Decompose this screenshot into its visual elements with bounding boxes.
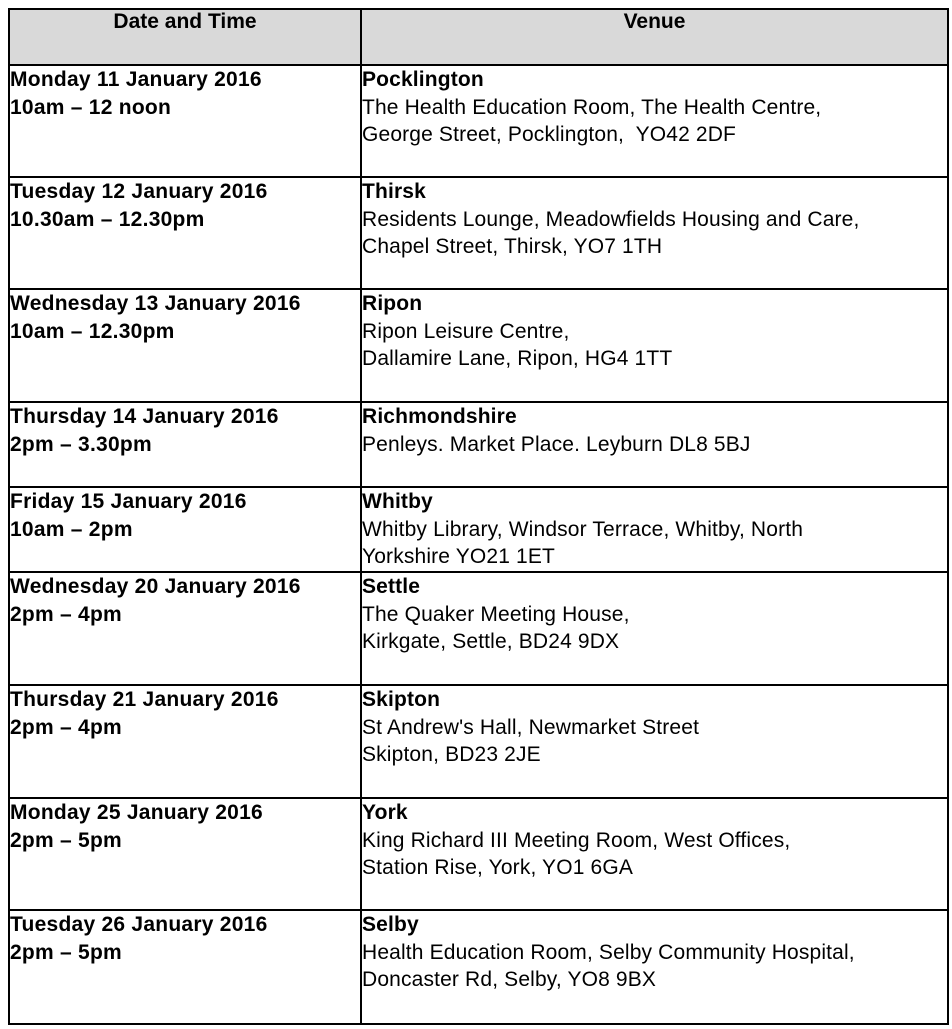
venue-address-line: Doncaster Rd, Selby, YO8 9BX (362, 968, 657, 991)
schedule-table (8, 8, 949, 1025)
venue-cell (361, 65, 948, 177)
date-time-cell (9, 177, 361, 289)
venue-address-line: King Richard III Meeting Room, West Offices, (362, 828, 791, 852)
venue-address-line: The Quaker Meeting House, (362, 602, 630, 626)
session-date: Thursday 21 January 2016 (10, 688, 279, 711)
venue-name: Thirsk (362, 180, 426, 203)
session-date: Wednesday 20 January 2016 (10, 575, 301, 598)
venue-address-line: Chapel Street, Thirsk, YO7 1TH (362, 235, 663, 258)
date-time-cell (9, 910, 361, 1024)
venue-address-line: Kirkgate, Settle, BD24 9DX (362, 630, 620, 653)
session-time: 2pm – 3.30pm (10, 432, 152, 456)
table-row (9, 910, 948, 1024)
venue-cell (361, 402, 948, 487)
session-date: Monday 25 January 2016 (10, 801, 263, 824)
session-time: 10am – 2pm (10, 517, 133, 541)
venue-cell (361, 685, 948, 798)
header-venue: Venue (361, 9, 948, 65)
header-date-time: Date and Time (9, 9, 361, 65)
venue-cell (361, 910, 948, 1024)
session-date: Monday 11 January 2016 (10, 68, 262, 91)
session-date: Friday 15 January 2016 (10, 490, 247, 513)
session-time: 2pm – 4pm (10, 715, 122, 739)
venue-address-line: Whitby Library, Windsor Terrace, Whitby, North (362, 517, 804, 541)
table-row (9, 572, 948, 685)
date-time-cell (9, 685, 361, 798)
date-time-cell (9, 402, 361, 487)
table-row (9, 685, 948, 798)
session-time: 10.30am – 12.30pm (10, 207, 205, 231)
date-time-cell (9, 65, 361, 177)
venue-name: Selby (362, 913, 419, 936)
venue-name: York (362, 801, 408, 824)
table-row (9, 402, 948, 487)
session-time: 2pm – 5pm (10, 940, 122, 964)
session-time: 10am – 12 noon (10, 95, 172, 119)
date-time-cell (9, 487, 361, 572)
date-time-cell (9, 572, 361, 685)
venue-name: Pocklington (362, 68, 484, 91)
venue-address-line: Skipton, BD23 2JE (362, 743, 541, 766)
venue-name: Whitby (362, 490, 433, 513)
table-row (9, 798, 948, 910)
table-row (9, 177, 948, 289)
venue-cell (361, 289, 948, 402)
header-row (9, 9, 948, 65)
session-time: 2pm – 5pm (10, 828, 122, 852)
session-date: Thursday 14 January 2016 (10, 405, 279, 428)
venue-cell (361, 798, 948, 910)
session-time: 10am – 12.30pm (10, 319, 175, 343)
venue-name: Skipton (362, 688, 441, 711)
venue-address-line: George Street, Pocklington, YO42 2DF (362, 123, 737, 146)
venue-address-line: The Health Education Room, The Health Centre, (362, 95, 822, 119)
venue-cell (361, 487, 948, 572)
venue-address-line: Yorkshire YO21 1ET (362, 545, 555, 568)
venue-address-line: Station Rise, York, YO1 6GA (362, 856, 633, 879)
date-time-cell (9, 798, 361, 910)
venue-name: Richmondshire (362, 405, 517, 428)
date-time-cell (9, 289, 361, 402)
session-date: Tuesday 12 January 2016 (10, 180, 268, 203)
session-date: Wednesday 13 January 2016 (10, 292, 301, 315)
table-row (9, 65, 948, 177)
venue-address-line: Penleys. Market Place. Leyburn DL8 5BJ (362, 432, 751, 456)
venue-cell (361, 572, 948, 685)
venue-name: Settle (362, 575, 421, 598)
venue-address-line: Ripon Leisure Centre, (362, 319, 570, 343)
session-time: 2pm – 4pm (10, 602, 122, 626)
table-row (9, 487, 948, 572)
table-row (9, 289, 948, 402)
venue-name: Ripon (362, 292, 423, 315)
venue-cell (361, 177, 948, 289)
venue-address-line: Residents Lounge, Meadowfields Housing and Care, (362, 207, 860, 231)
venue-address-line: St Andrew's Hall, Newmarket Street (362, 715, 700, 739)
session-date: Tuesday 26 January 2016 (10, 913, 268, 936)
venue-address-line: Dallamire Lane, Ripon, HG4 1TT (362, 347, 673, 370)
venue-address-line: Health Education Room, Selby Community Hospital, (362, 940, 855, 964)
